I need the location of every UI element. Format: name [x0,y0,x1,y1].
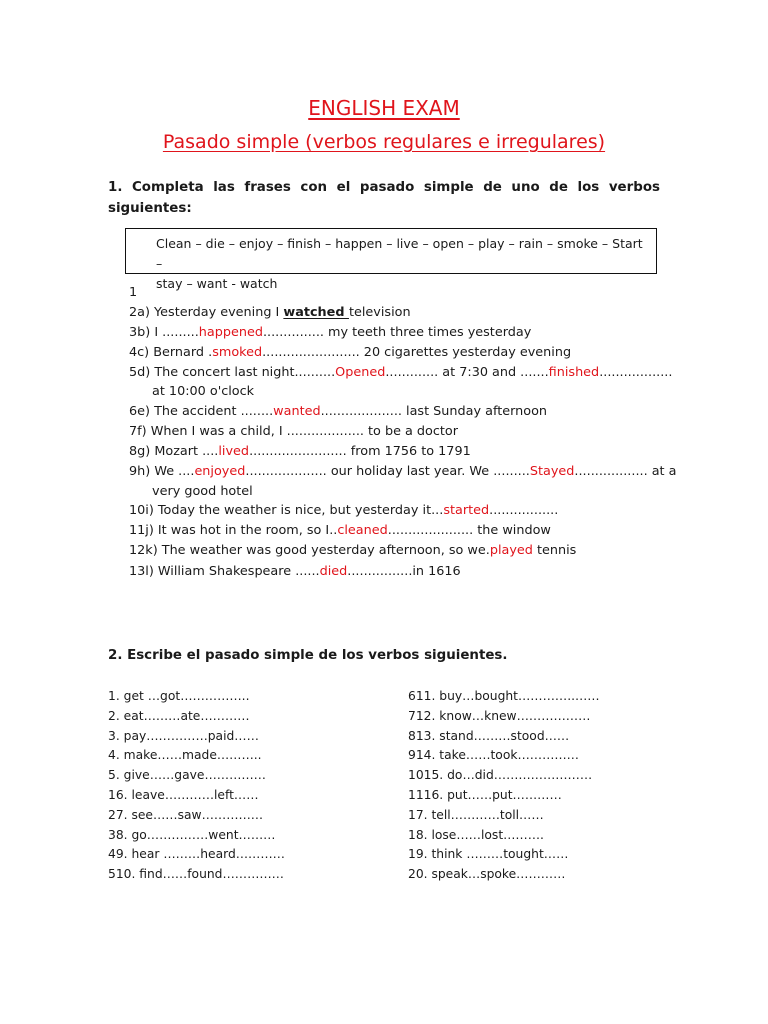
exam-title: ENGLISH EXAM [308,96,460,120]
section1-heading: 1. Completa las frases con el pasado simple de uno de los verbos siguientes: [108,180,660,216]
verb-item: 5. give……gave…………… [108,768,266,783]
verb-item: 611. buy…bought…………..…… [408,689,600,703]
sentence-answer: died [319,564,348,579]
sentence-answer: Stayed [529,464,575,479]
verb-bank-line-2: stay – want - watch [156,276,278,291]
verb-item: 16. leave…………left…… [108,787,259,802]
sentence-answer: played [489,543,533,558]
verb-item: 49. hear ………heard………… [108,847,285,862]
exam-subtitle: Pasado simple (verbos regulares e irregulares) [162,131,606,153]
sentence-text: .................. at a [574,464,677,479]
verb-item: 712. know…knew……………… [408,708,591,723]
verb-item: 3. pay……………paid…… [108,728,259,743]
sentence-answer: wanted [273,404,321,419]
sentence-text: 8g) Mozart .... [129,444,219,459]
exercise-lead-number: 1 [129,285,138,300]
sentence-text: .................. [599,365,673,380]
sentence-text: 3b) I ......... [129,325,199,340]
sentence-answer: smoked [212,345,263,360]
sentence-text: ............. at 7:30 and ....... [385,365,549,380]
exercise-sentence-6 [129,402,674,422]
sentence-answer: finished [548,365,600,380]
exercise-sentence-10 [129,501,674,521]
sentence-text: 6e) The accident ........ [129,404,274,419]
sentence-answer: watched [283,305,349,320]
exercise-sentence-5-continued: at 10:00 o'clock [152,384,255,399]
sentence-text: 12k) The weather was good yesterday afternoon, so we. [129,543,490,558]
sentence-text: ................in 1616 [347,564,461,579]
sentence-text: ................. [489,503,559,518]
verb-item: 20. speak…spoke………… [408,867,566,882]
verb-item: 4. make……made……….. [108,748,262,763]
sentence-text: ........................ 20 cigarettes yesterday evening [262,345,572,360]
verb-item: 510. find……found…………… [108,867,284,882]
exercise-sentence-9 [129,462,677,482]
verb-item: 1. get …got…………….. [108,689,250,703]
verb-item: 813. stand………stood…… [408,728,570,743]
verb-bank-box [125,228,657,291]
sentence-text: 11j) It was hot in the room, so I.. [129,523,338,538]
sentence-text: tennis [532,543,577,558]
sentence-answer: Opened [335,365,386,380]
verb-list-right [408,687,600,885]
verb-item: 1015. do…did…………………… [408,768,593,783]
sentence-text: 2a) Yesterday evening I [129,305,284,320]
verb-item: 18. lose……lost………. [408,827,544,842]
verb-item: 27. see……saw…………… [108,807,264,822]
sentence-text: 5d) The concert last night.......... [129,365,336,380]
sentence-text: ..................... the window [387,523,551,538]
verb-item: 2. eat………ate………… [108,708,250,723]
sentence-text: 10i) Today the weather is nice, but yesterday it... [129,503,444,518]
exercise-sentence-9-continued: very good hotel [152,484,253,499]
verb-item: 1116. put……put………… [408,787,562,802]
verb-item: 38. go……………went……… [108,827,276,842]
exercise-sentence-8 [129,442,674,462]
sentence-text: .................... last Sunday afternoon [320,404,548,419]
section2-heading: 2. Escribe el pasado simple de los verbos siguientes. [108,648,508,663]
exercise-sentence-7: 7f) When I was a child, I ................... to be a doctor [129,424,459,439]
verb-item: 914. take……took…………… [408,748,579,763]
sentence-text: 4c) Bernard . [129,345,213,360]
sentence-answer: lived [218,444,250,459]
sentence-answer: enjoyed [194,464,246,479]
exercise-sentence-2 [129,303,674,323]
exercise-sentence-4 [129,343,674,363]
exercise-sentence-5 [129,363,674,383]
exercise-sentence-13 [129,562,674,582]
exercise-sentence-3 [129,323,674,343]
sentence-text: television [348,305,411,320]
sentence-text: ........................ from 1756 to 1791 [249,444,471,459]
verb-bank-line-1: Clean – die – enjoy – finish – happen – live – open – play – rain – smoke – Start – [156,236,643,271]
exercise-sentence-11 [129,521,674,541]
sentence-text: ............... my teeth three times yesterday [262,325,532,340]
sentence-text: 9h) We .... [129,464,195,479]
sentence-text: 13l) William Shakespeare ...... [129,564,320,579]
sentence-answer: started [443,503,490,518]
sentence-text: .................... our holiday last year. We ......... [245,464,530,479]
verb-item: 19. think ………tought…… [408,847,569,862]
verb-list-left [108,687,285,885]
sentence-answer: happened [198,325,263,340]
exercise-sentence-12 [129,541,674,561]
sentence-answer: cleaned [337,523,388,538]
verb-item: 17. tell…………toll…… [408,807,544,822]
